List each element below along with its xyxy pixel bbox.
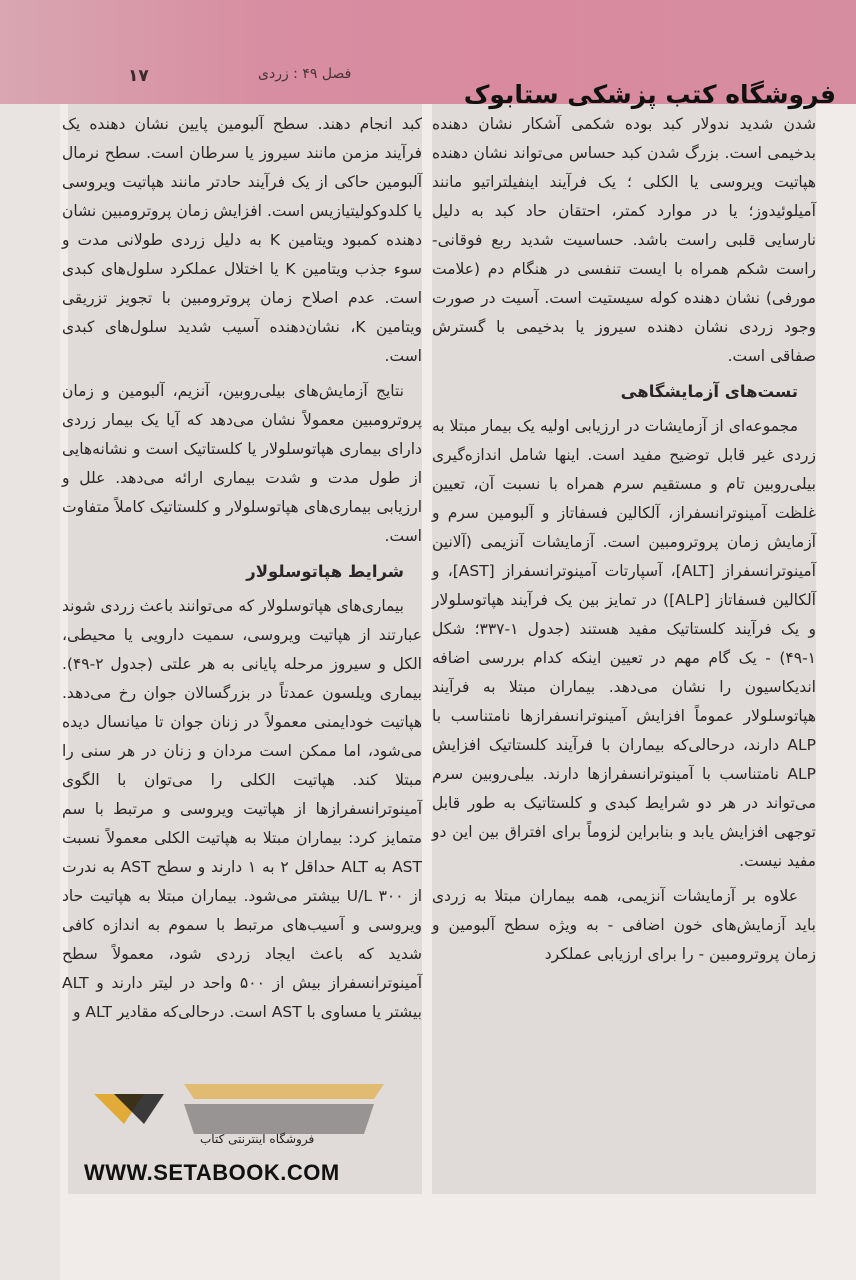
logo-subtitle: فروشگاه اینترنتی کتاب (200, 1132, 315, 1146)
paragraph: علاوه بر آزمایشات آنزیمی، همه بیماران مبتلا به زردی باید آزمایش‌های خون اضافی - به ویژه سطح آلبومین و زمان پروترومبین - را برای ارزیابی عملکرد (432, 887, 816, 963)
paragraph: شدن شدید ندولار کبد بوده شکمی آشکار نشان دهنده بدخیمی است. بزرگ شدن کبد حساس می‌تواند نشان دهنده هپاتیت ویروسی یا الکلی ؛ یک فرآیند اینفیلتراتیو مانند آمیلوئیدوز؛ یا در موارد کمتر، احتقان حاد کبد به دلیل نارسایی قلبی راست باشد. حساسیت شدید ربع فوقانی- راست شکم همراه با ایست تنفسی در هنگام دم (علامت مورفی) نشان دهنده کوله سیستیت است. آسیت در صورت وجود زردی نشان دهنده سیروز یا بدخیمی با گسترش صفاقی است. (432, 115, 816, 365)
watermark-url: WWW.SETABOOK.COM (84, 1160, 340, 1185)
store-title-watermark: فروشگاه کتب پزشکی ستابوک (463, 80, 836, 109)
paragraph: کبد انجام دهند. سطح آلبومین پایین نشان دهنده یک فرآیند مزمن مانند سیروز یا سرطان است. سطح نرمال آلبومین حاکی از یک فرآیند حادتر مانند هپاتیت ویروسی یا کلدوکولیتیازیس است. افزایش زمان پروترومبین نشان دهنده کمبود ویتامین K به دلیل زردی طولانی مدت و سوء جذب ویتامین K یا اختلال عملکرد سلول‌های کبدی است. عدم اصلاح زمان پروترومبین با تجویز تزریقی ویتامین K، نشان‌دهنده آسیب شدید سلول‌های کبدی است. (62, 115, 423, 365)
section-heading: تست‌های آزمایشگاهی (620, 382, 798, 401)
page-number: ۱۷ (128, 66, 149, 86)
chapter-label: فصل ۴۹ : زردی (258, 66, 352, 82)
setabook-logo (84, 1064, 384, 1174)
section-heading: شرایط هپاتوسلولار (246, 562, 404, 581)
paragraph: مجموعه‌ای از آزمایشات در ارزیابی اولیه یک بیمار مبتلا به زردی غیر قابل توضیح مفید است. اینها شامل اندازه‌گیری بیلی‌روبین تام و مستقیم سرم همراه با نسبت آن، تعیین غلظت آمینوترانسفراز، آلکالین فسفاتاز و آلبومین سرم و آزمایش زمان پروترومبین است. آزمایشات آنزیمی (آلانین آمینوترانسفراز [ALT]، آسپارتات آمینوترانسفراز [AST]، و آلکالین فسفاتاز [ALP]) در تمایز بین یک فرآیند هپاتوسلولار و یک فرآیند کلستاتیک مفید هستند (جدول ۱-۳۳۷؛ شکل ۱-۴۹) - یک گام مهم در تعیین اینکه کدام بررسی اضافه اندیکاسیون را نشان می‌دهد. بیماران مبتلا به فرآیند هپاتوسلولار عموماً افزایش آمینوترانسفرازها نامتناسب با ALP دارند، درحالی‌که بیماران با فرآیند کلستاتیک افزایش ALP نامتناسب با آمینوترانسفرازها دارند. بیلی‌روبین سرم می‌تواند در هر دو شرایط کبدی و کلستاتیک به طور قابل توجهی افزایش یابد و بنابراین لزوماً برای افتراق بین این دو مفید نیست. (432, 417, 816, 870)
book-logo-icon (84, 1064, 384, 1164)
right-column (432, 110, 816, 1200)
paragraph: بیماری‌های هپاتوسلولار که می‌توانند باعث زردی شوند عبارتند از هپاتیت ویروسی، سمیت دارویی یا محیطی، الکل و سیروز مرحله پایانی به هر علتی (جدول ۲-۴۹). بیماری ویلسون عمدتاً در بزرگسالان جوان رخ می‌دهد. هپاتیت خودایمنی معمولاً در زنان جوان تا میانسال دیده می‌شود، اما ممکن است مردان و زنان در هر سنی را مبتلا کند. هپاتیت الکلی را می‌توان با الگوی آمینوترانسفرازها از هپاتیت ویروسی و مرتبط با سم متمایز کرد: بیماران مبتلا به هپاتیت الکلی معمولاً نسبت AST به ALT حداقل ۲ به ۱ دارند و سطح AST به ندرت از ۳۰۰ U/L بیشتر می‌شود. بیماران مبتلا به هپاتیت حاد ویروسی و آسیب‌های مرتبط با سموم به اندازه کافی شدید که باعث ایجاد زردی شود، معمولاً سطح آمینوترانسفراز بیش از ۵۰۰ واحد در لیتر دارند و ALT بیشتر یا مساوی با AST است. درحالی‌که مقادیر ALT و (62, 597, 423, 1021)
left-column (62, 110, 422, 1200)
paragraph: نتایج آزمایش‌های بیلی‌روبین، آنزیم، آلبومین و زمان پروترومبین معمولاً نشان می‌دهد که آیا یک بیمار زردی دارای بیماری هپاتوسلولار یا کلستاتیک است و نشانه‌هایی از طول مدت و شدت بیماری ارائه می‌دهد. علل و ارزیابی بیماری‌های هپاتوسلولار و کلستاتیک کاملاً متفاوت است. (62, 382, 422, 545)
